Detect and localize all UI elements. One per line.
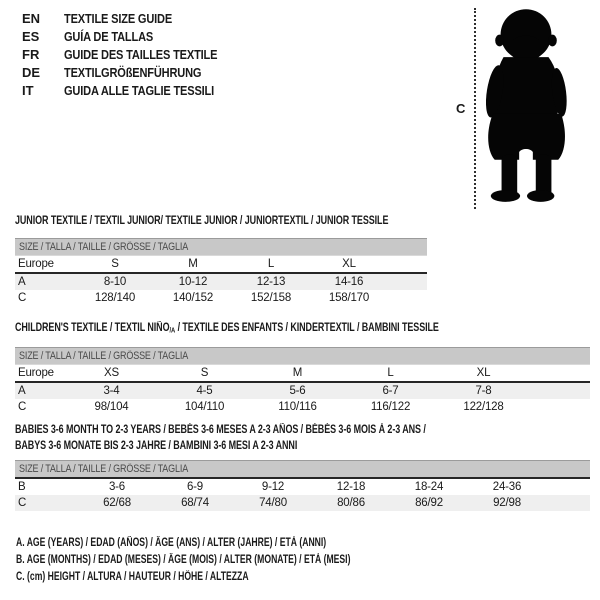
size-header-bar: SIZE / TALLA / TAILLE / GRÖSSE / TAGLIA (15, 461, 590, 479)
table-cell: 6-7 (344, 382, 437, 399)
table-row (15, 495, 590, 511)
measure-legend (16, 535, 462, 586)
filler-cell (530, 399, 590, 415)
table-cell: L (344, 365, 437, 383)
section-title-babies (15, 422, 542, 454)
table-cell: S (76, 256, 154, 274)
language-code: IT (22, 83, 34, 98)
row-label: A (15, 382, 65, 399)
table-cell: 140/152 (172, 292, 214, 304)
table-cell: 74/80 (234, 495, 312, 511)
language-code: EN (22, 11, 41, 26)
filler-cell (546, 478, 590, 495)
language-code: ES (22, 29, 40, 44)
language-title-list (22, 10, 244, 100)
section-title-children (15, 320, 558, 339)
table-cell: 122/128 (463, 401, 504, 413)
legend-text: B. AGE (MONTHS) / EDAD (MESES) / ÂGE (MOIS) / ALTER (MONATE) / ETÀ (MESI) (16, 554, 351, 566)
table-cell: 62/68 (78, 495, 156, 511)
table-cell: 24-36 (492, 481, 522, 493)
section-title-line: BABYS 3-6 MONATE BIS 2-3 JAHRE / BAMBINI 3-6 MESI A 2-3 ANNI (15, 440, 298, 452)
table-cell: 12-18 (336, 481, 366, 493)
table-row (15, 365, 590, 383)
table-cell: XL (437, 365, 530, 383)
language-code: FR (22, 47, 40, 62)
table-cell: 68/74 (156, 495, 234, 511)
table-cell: 3-6 (108, 481, 126, 493)
table-cell: 5-6 (251, 382, 344, 399)
height-measure-dotted-line (474, 8, 476, 209)
table-cell: 10-12 (154, 273, 232, 290)
row-label: A (15, 273, 76, 290)
babies-size-table (15, 460, 590, 511)
table-cell: M (154, 256, 232, 274)
section-title-line: CHILDREN'S TEXTILE / TEXTIL $NIÑO_{/A}$ / TEXTILE DES ENFANTS / KINDERTEXTIL / BAMBINI TESSILE (15, 322, 439, 335)
table-row (15, 399, 590, 415)
row-label: Europe (15, 256, 76, 274)
table-cell: 86/92 (390, 495, 468, 511)
table-cell: 7-8 (437, 382, 530, 399)
filler-cell (530, 365, 590, 383)
table-cell: 92/98 (468, 495, 546, 511)
list-item (22, 28, 244, 46)
table-cell: 9-12 (261, 481, 285, 493)
table-row (15, 290, 427, 306)
language-code: DE (22, 65, 41, 80)
section-title-junior (15, 213, 494, 229)
table-cell: 18-24 (414, 481, 444, 493)
baby-silhouette-image (482, 7, 570, 205)
size-header-bar: SIZE / TALLA / TAILLE / GRÖSSE / TAGLIA (15, 239, 427, 256)
table-cell: 152/158 (250, 292, 292, 304)
language-title: TEXTILGRÖßENFÜHRUNG (63, 65, 201, 80)
legend-line-a (16, 535, 462, 552)
filler-cell (530, 382, 590, 399)
size-header-row (15, 461, 590, 479)
language-title: GUIDA ALLE TAGLIE TESSILI (63, 83, 214, 98)
table-row (15, 382, 590, 399)
children-size-table (15, 347, 590, 415)
table-cell: 12-13 (232, 273, 310, 290)
filler-cell (388, 273, 427, 290)
table-row (15, 273, 427, 290)
table-cell: 3-4 (65, 382, 158, 399)
section-title-line: JUNIOR TEXTILE / TEXTIL JUNIOR/ TEXTILE JUNIOR / JUNIORTEXTIL / JUNIOR TESSILE (15, 215, 389, 227)
row-label: B (18, 481, 26, 493)
row-label: C (15, 495, 78, 511)
size-header-bar: SIZE / TALLA / TAILLE / GRÖSSE / TAGLIA (15, 348, 590, 365)
list-item (22, 10, 244, 28)
row-label: C (18, 292, 27, 304)
table-cell: 158/170 (328, 292, 370, 304)
table-cell: 110/116 (278, 401, 317, 413)
size-header-row (15, 348, 590, 365)
table-cell: 104/110 (184, 401, 225, 413)
language-title: TEXTILE SIZE GUIDE (63, 11, 172, 26)
table-cell: L (232, 256, 310, 274)
legend-text: C. (cm) HEIGHT / ALTURA / HAUTEUR / HÖHE / ALTEZZA (16, 571, 249, 583)
legend-line-b (16, 552, 462, 569)
table-cell: 128/140 (94, 292, 136, 304)
table-cell: XL (310, 256, 388, 274)
row-label: Europe (15, 365, 65, 383)
table-cell: 4-5 (158, 382, 251, 399)
table-row (15, 478, 590, 495)
language-title: GUIDE DES TAILLES TEXTILE (63, 47, 217, 62)
row-label: C (18, 401, 27, 413)
section-title-line: BABIES 3-6 MONTH TO 2-3 YEARS / BEBÉS 3-6 MESES A 2-3 AÑOS / BÉBÉS 3-6 MOIS À 2-3 ANS / (15, 424, 426, 436)
table-cell: 116/122 (370, 401, 411, 413)
table-cell: S (158, 365, 251, 383)
table-cell: 14-16 (310, 273, 388, 290)
filler-cell (388, 256, 427, 274)
table-row (15, 256, 427, 274)
table-cell: 8-10 (76, 273, 154, 290)
size-header-row (15, 239, 427, 256)
table-cell: 80/86 (312, 495, 390, 511)
language-title: GUÍA DE TALLAS (63, 29, 153, 44)
legend-line-c (16, 569, 462, 586)
filler-cell (546, 495, 590, 511)
table-cell: M (251, 365, 344, 383)
table-cell: 6-9 (186, 481, 204, 493)
list-item (22, 64, 244, 82)
filler-cell (388, 290, 427, 306)
list-item (22, 46, 244, 64)
legend-text: A. AGE (YEARS) / EDAD (AÑOS) / ÂGE (ANS) / ALTER (JAHRE) / ETÀ (ANNI) (16, 537, 327, 549)
table-cell: XS (65, 365, 158, 383)
list-item (22, 82, 244, 100)
junior-size-table (15, 238, 427, 306)
height-measure-label: C (456, 101, 466, 116)
table-cell: 98/104 (94, 401, 129, 413)
